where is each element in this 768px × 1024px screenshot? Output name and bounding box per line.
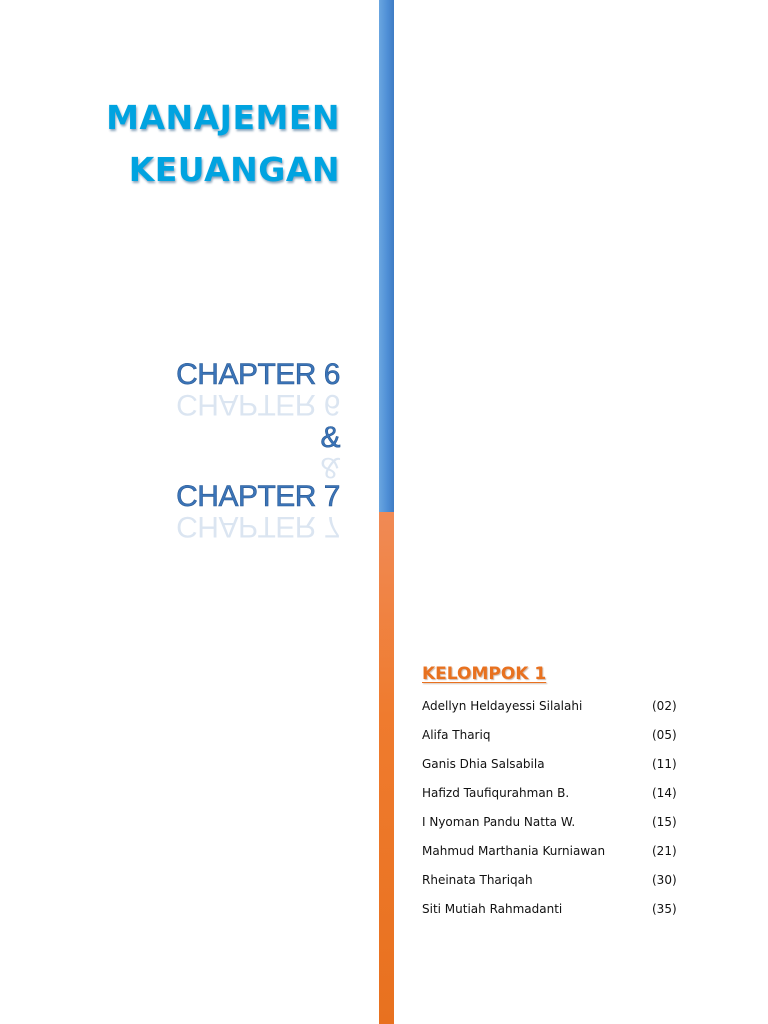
member-name: Alifa Thariq (422, 728, 491, 742)
member-name: I Nyoman Pandu Natta W. (422, 815, 576, 829)
member-number: (11) (652, 757, 677, 771)
chapter-heading-second-reflection: CHAPTER 7 (176, 510, 340, 543)
member-number: (14) (652, 786, 677, 800)
member-number: (02) (652, 699, 677, 713)
member-number: (05) (652, 728, 677, 742)
group-title: KELOMPOK 1 (422, 664, 547, 684)
chapter-heading-first: CHAPTER 6 (176, 358, 340, 391)
member-row (422, 784, 682, 813)
member-list (422, 697, 682, 929)
title-line-2: KEUANGAN (128, 150, 340, 189)
member-row (422, 697, 682, 726)
chapter-ampersand-reflection: & (320, 451, 340, 484)
member-row (422, 842, 682, 871)
member-name: Adellyn Heldayessi Silalahi (422, 699, 583, 713)
chapter-heading-first-reflection: CHAPTER 6 (176, 388, 340, 421)
chapter-ampersand: & (320, 421, 340, 454)
member-row (422, 871, 682, 900)
member-name: Rheinata Thariqah (422, 873, 533, 887)
member-name: Ganis Dhia Salsabila (422, 757, 545, 771)
document-title (106, 92, 340, 196)
member-number: (21) (652, 844, 677, 858)
member-name: Mahmud Marthania Kurniawan (422, 844, 606, 858)
divider-bar-blue (379, 0, 394, 512)
member-row (422, 900, 682, 929)
member-row (422, 755, 682, 784)
title-line-1: MANAJEMEN (106, 98, 340, 137)
member-row (422, 726, 682, 755)
chapter-heading-second: CHAPTER 7 (176, 480, 340, 513)
member-row (422, 813, 682, 842)
member-number: (35) (652, 902, 677, 916)
member-number: (30) (652, 873, 677, 887)
member-name: Hafizd Taufiqurahman B. (422, 786, 570, 800)
member-name: Siti Mutiah Rahmadanti (422, 902, 563, 916)
divider-bar-orange (379, 512, 394, 1024)
member-number: (15) (652, 815, 677, 829)
